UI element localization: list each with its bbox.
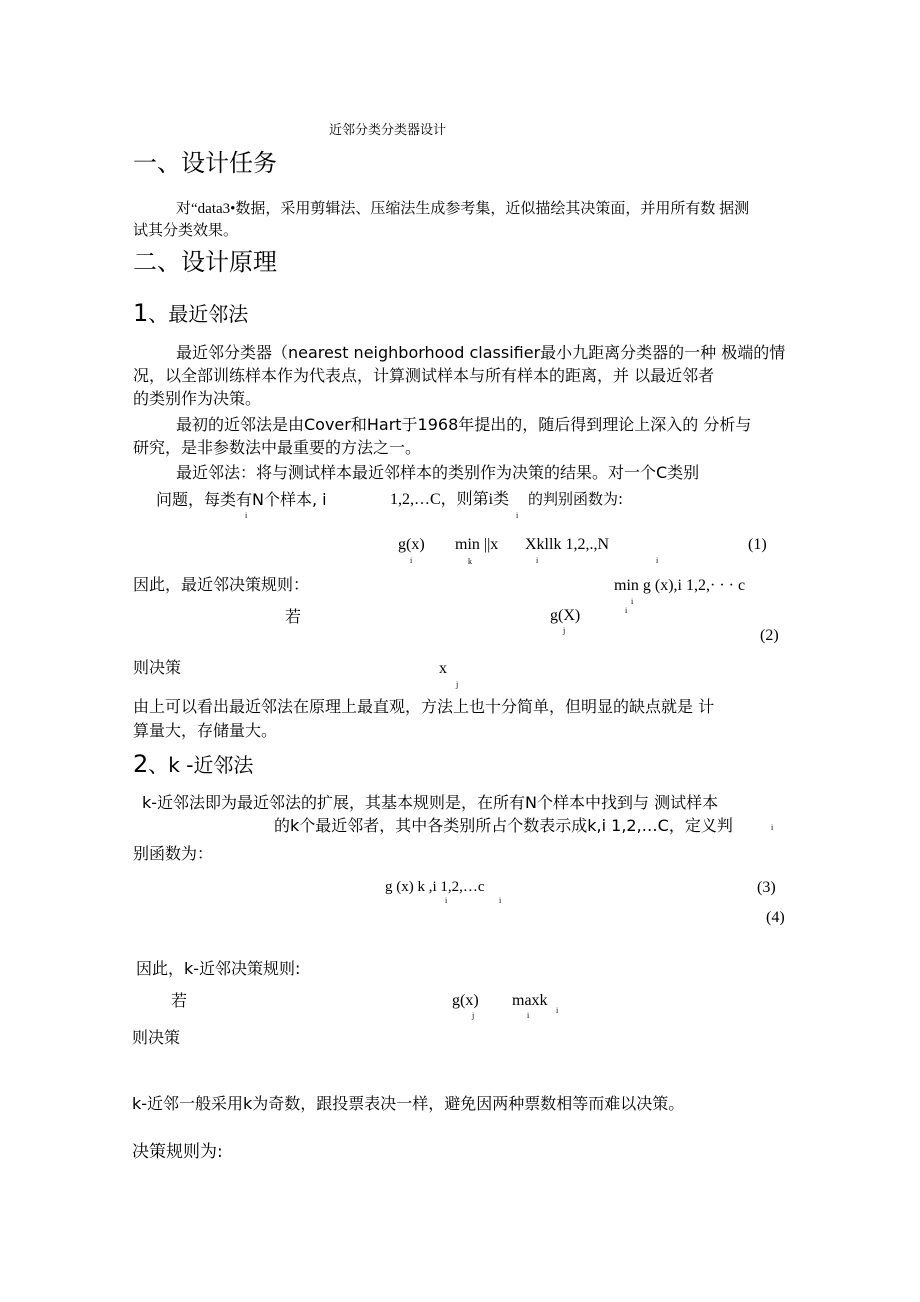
nn-rule-min: min g (x),i 1,2,· · · c bbox=[614, 577, 746, 594]
nn-if-label: 若 bbox=[285, 607, 302, 626]
knn-odd-note: k-近邻一般采用k为奇数，跟投票表决一样，避免因两种票数相等而难以决策。 bbox=[132, 1094, 685, 1113]
subscript: i bbox=[245, 511, 248, 520]
knn-para1-line2: 的k个最近邻者，其中各类别所占个数表示成k,i 1,2,…C，定义判 bbox=[274, 816, 733, 835]
nn-conclusion-line1: 由上可以看出最近邻法在原理上最直观，方法上也十分简单，但明显的缺点就是 计 bbox=[133, 697, 715, 716]
doc-title: 近邻分类分类器设计 bbox=[329, 123, 447, 138]
subscript: j bbox=[456, 680, 459, 689]
nn-para3-line2b: 1,2,…C，则第i类 bbox=[390, 491, 510, 508]
nn-para1-line2: 况，以全部训练样本作为代表点，计算测试样本与所有样本的距离，并 以最近邻者 bbox=[133, 366, 715, 385]
eq1-gx: g(x) bbox=[398, 536, 425, 553]
nn-rule-label: 因此，最近邻决策规则： bbox=[133, 575, 310, 594]
eq4-number: (4) bbox=[766, 909, 785, 926]
knn-if-label: 若 bbox=[171, 991, 188, 1010]
task-text-line2: 试其分类效果。 bbox=[133, 223, 239, 239]
subsection-title: 、k -近邻法 bbox=[148, 753, 254, 777]
nn-para2-line2: 研究，是非参数法中最重要的方法之一。 bbox=[133, 438, 422, 457]
knn-para1-line3: 别函数为： bbox=[133, 844, 214, 863]
nn-gX: g(X) bbox=[550, 607, 581, 624]
nn-para3-line2c: 的判别函数为: bbox=[528, 490, 624, 508]
subscript: i bbox=[445, 896, 448, 905]
eq1-xk: Xkllk 1,2,.,N bbox=[525, 536, 609, 553]
nn-para3-line1: 最近邻法：将与测试样本最近邻样本的类别作为决策的结果。对一个C类别 bbox=[176, 463, 700, 482]
nn-para1-line1: 最近邻分类器（nearest neighborhood classifier最小九距离分类器的一种 极端的情 bbox=[176, 343, 786, 362]
section-heading-principle: 二、设计原理 bbox=[133, 248, 277, 276]
nn-conclusion-line2: 算量大，存储量大。 bbox=[133, 721, 278, 740]
nn-para3-line2a: 问题，每类有N个样本, i bbox=[156, 490, 327, 509]
knn-maxk: maxk bbox=[512, 992, 548, 1009]
subscript: i bbox=[527, 1011, 530, 1020]
task-text-line1: 对“data3•数据，采用剪辑法、压缩法生成参考集，近似描绘其决策面，并用所有数 据测 bbox=[176, 201, 750, 217]
eq1-number: (1) bbox=[748, 536, 767, 553]
eq3-number: (3) bbox=[757, 879, 776, 896]
knn-then-label: 则决策 bbox=[132, 1028, 181, 1047]
subsection-title: 、最近邻法 bbox=[148, 302, 249, 326]
subscript: j bbox=[472, 1011, 475, 1020]
knn-rule-end: 决策规则为: bbox=[132, 1142, 223, 1162]
subscript: i bbox=[499, 896, 502, 905]
section-heading-task: 一、设计任务 bbox=[133, 149, 277, 177]
subsection-number: 2 bbox=[133, 750, 149, 778]
knn-para1-line1: k-近邻法即为最近邻法的扩展，其基本规则是，在所有N个样本中找到与 测试样本 bbox=[142, 793, 719, 812]
subsection-number: 1 bbox=[133, 299, 149, 327]
nn-then-label: 则决策 bbox=[133, 658, 182, 677]
subscript: i bbox=[516, 511, 519, 520]
eq1-min: min ||x bbox=[455, 536, 499, 553]
subscript: i bbox=[556, 1006, 559, 1015]
eq2-number: (2) bbox=[760, 627, 779, 644]
nn-para2-line1: 最初的近邻法是由Cover和Hart于1968年提出的，随后得到理论上深入的 分析与 bbox=[176, 415, 752, 434]
subsection-heading-knn bbox=[133, 752, 253, 776]
subscript: i bbox=[631, 597, 634, 606]
subscript: i bbox=[656, 556, 659, 565]
knn-gx: g(x) bbox=[452, 992, 479, 1009]
subscript: i bbox=[771, 823, 774, 832]
subscript: k bbox=[468, 557, 472, 566]
subscript: i bbox=[410, 556, 413, 565]
eq3: g (x) k ,i 1,2,…c bbox=[385, 879, 485, 895]
subscript: i bbox=[536, 556, 539, 565]
knn-rule-label: 因此，k-近邻决策规则: bbox=[136, 959, 301, 978]
subscript: i bbox=[625, 606, 628, 615]
nn-para1-line3: 的类别作为决策。 bbox=[133, 389, 262, 408]
nn-x-decision: x bbox=[439, 660, 447, 677]
subsection-heading-nn bbox=[133, 301, 248, 325]
subscript: j bbox=[563, 626, 566, 635]
